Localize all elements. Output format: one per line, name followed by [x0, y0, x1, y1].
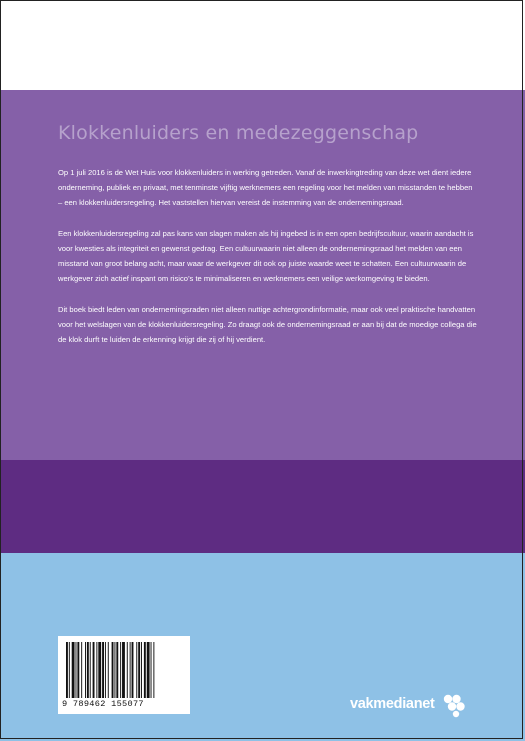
dark-purple-band [0, 460, 525, 553]
blurb-paragraph-2: Een klokkenluidersregeling zal pas kans van slagen maken als hij ingebed is in een open bedrijfscultuur, waarin aandacht is voor kwesties als integriteit en gewenst gedrag. Een cultuurwaarin niet alleen de ondernemingsraad het melden van een misstand van groot belang acht, maar waar de werkgever dit ook op juiste waarde weet te schatten. Een cultuurwaarin de werkgever zich actief inspant om risico’s te minimaliseren en werknemers een veilige werkomgeving te bieden. [58, 229, 474, 283]
barcode [58, 636, 190, 714]
publisher-logo [350, 690, 466, 718]
blurb-paragraph-3: Dit boek biedt leden van ondernemingsraden niet alleen nuttige achtergrondinformatie, maar ook veel praktische handvatten voor het welslagen van de klokkenluidersregeling. Zo draagt ook de ondernemingsraad er aan bij dat de moedige collega die de klok durft te luiden de erkenning krijgt die zij of hij verdient. [58, 305, 477, 344]
barcode-bars-icon [64, 642, 184, 698]
publisher-name: vakmedianet [350, 696, 435, 712]
top-blank-area [0, 0, 525, 90]
isbn-number: 9 789462 155077 [62, 699, 144, 709]
vakmedianet-logo-icon [438, 690, 466, 718]
blurb-text [58, 165, 478, 363]
blurb-paragraph-1: Op 1 juli 2016 is de Wet Huis voor klokkenluiders in werking getreden. Vanaf de inwerkingtreding van deze wet dient iedere onderneming, publiek en privaat, met tenminste vijftig werknemers een regeling voor het melden van misstanden te hebben – een klokkenluidersregeling. Het vaststellen hiervan vereist de instemming van de ondernemingsraad. [58, 168, 473, 207]
book-title: Klokkenluiders en medezeggenschap [58, 122, 419, 144]
